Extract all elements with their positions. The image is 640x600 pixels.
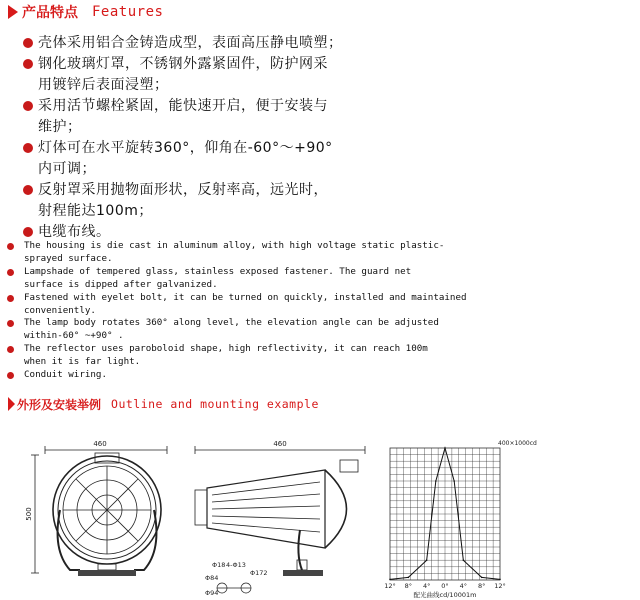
feature-item [22,33,442,54]
chart-data-point [463,559,465,561]
side-rib [212,516,320,519]
feature-text-line: 钢化玻璃灯罩，不锈钢外露紧固件，防护网采 [38,56,328,72]
dim-holes-label: 4-Φ13 [226,561,246,569]
side-handle-box [340,460,358,472]
outline-heading [8,394,319,414]
chart-data-point [389,579,391,581]
chart-data-point [499,579,501,581]
bullet-icon [23,38,33,48]
features-heading-zh: 产品特点 [22,5,78,21]
chart-data-point [453,480,455,482]
chart-x-tick-label: 0° [441,582,449,590]
feature-item [22,96,442,138]
feature-text-line: The reflector uses paroboloid shape, high reflectivity, it can reach 100m [24,343,428,355]
bullet-icon [7,346,14,353]
side-bracket [298,530,302,570]
feature-text-line: 维护； [38,119,82,135]
feature-text-line: 内可调； [38,161,96,177]
side-rib [212,494,320,502]
light-distribution-chart [384,440,537,599]
bullet-icon [23,143,33,153]
outline-heading-zh: 外形及安装举例 [17,397,102,412]
bullet-icon [23,185,33,195]
feature-item [6,240,566,266]
feature-text-line: conveniently. [24,304,96,316]
front-base-plate [78,570,136,576]
features-en-list [6,240,566,382]
feature-text-line: The housing is die cast in aluminum alloy, with high voltage static plastic- [24,240,445,251]
feature-text-line: 电缆布线。 [38,224,111,240]
bullet-icon [7,243,14,250]
chart-x-tick-label: 8° [404,582,413,590]
side-lens-cover [325,470,347,548]
bullet-icon [7,269,14,276]
feature-text-line: surface is dipped after galvanized. [24,278,218,290]
features-zh-list [22,33,442,243]
side-rib [212,506,320,509]
chart-x-tick-label: 8° [477,582,486,590]
feature-item [6,292,566,318]
chart-data-point [444,447,446,449]
features-heading-en: Features [92,4,164,20]
feature-item [6,266,566,292]
dim-phi172-label: Φ172 [250,569,268,577]
bullet-icon [7,320,14,327]
chart-data-point [408,577,410,579]
chart-x-tick-label: 12° [494,582,506,590]
feature-text-line: Fastened with eyelet bolt, it can be turned on quickly, installed and maintained [24,291,467,303]
feature-text-line: 反射罩采用抛物面形状，反射率高，远光时， [38,182,328,198]
features-heading [8,2,163,22]
chart-data-point [481,577,483,579]
feature-item [22,54,442,96]
feature-text-line: 采用活节螺栓紧固，能快速开启，便于安装与 [38,98,328,114]
outline-heading-en: Outline and mounting example [111,397,319,411]
feature-text-line: The lamp body rotates 360° along level, the elevation angle can be adjusted [24,317,439,329]
bullet-icon [7,295,14,302]
feature-text-line: Conduit wiring. [24,369,107,381]
chart-x-axis-label: 配光曲线cd/10001m [413,591,477,599]
side-rib [212,523,320,532]
front-height-label: 500 [25,507,33,521]
outline-drawings [0,430,640,600]
bullet-icon [23,101,33,111]
side-width-label: 460 [273,440,287,448]
feature-item [6,317,566,343]
chart-x-tick-label: 12° [384,582,396,590]
feature-item [6,369,566,382]
side-rib [212,482,320,495]
base-plate-detail [217,583,251,593]
arrow-right-icon [8,397,15,411]
chart-data-point [435,480,437,482]
feature-item [22,138,442,180]
feature-text-line: Lampshade of tempered glass, stainless exposed fastener. The guard net [24,265,412,277]
feature-text-line: sprayed surface. [24,252,113,264]
front-view-drawing [31,446,167,576]
dim-phi84-label: Φ84 [205,574,219,582]
side-base-plate [283,570,323,576]
feature-text-line: 射程能达100m； [38,203,153,219]
front-width-label: 460 [93,440,107,448]
feature-item [6,343,566,369]
chart-x-tick-label: 4° [422,582,431,590]
feature-item [22,180,442,222]
feature-text-line: within-60° ~+90° . [24,330,124,342]
chart-y-axis-label: 400×1000cd [498,440,537,447]
side-rear-cap [195,490,207,525]
feature-text-line: when it is far light. [24,356,141,368]
chart-data-point [426,559,428,561]
bullet-icon [7,372,14,379]
dim-phi18-label: Φ18 [212,561,226,569]
feature-text-line: 壳体采用铝合金铸造成型，表面高压静电喷塑； [38,35,343,51]
feature-text-line: 用镀锌后表面浸塑； [38,77,169,93]
bullet-icon [23,227,33,237]
dim-phi94-label: Φ94 [205,589,219,597]
bullet-icon [23,59,33,69]
side-view-drawing [195,446,365,576]
arrow-right-icon [8,5,18,19]
front-pole-base [98,564,116,570]
feature-text-line: 灯体可在水平旋转360°，仰角在-60°～+90° [38,140,333,156]
chart-x-tick-label: 4° [459,582,468,590]
